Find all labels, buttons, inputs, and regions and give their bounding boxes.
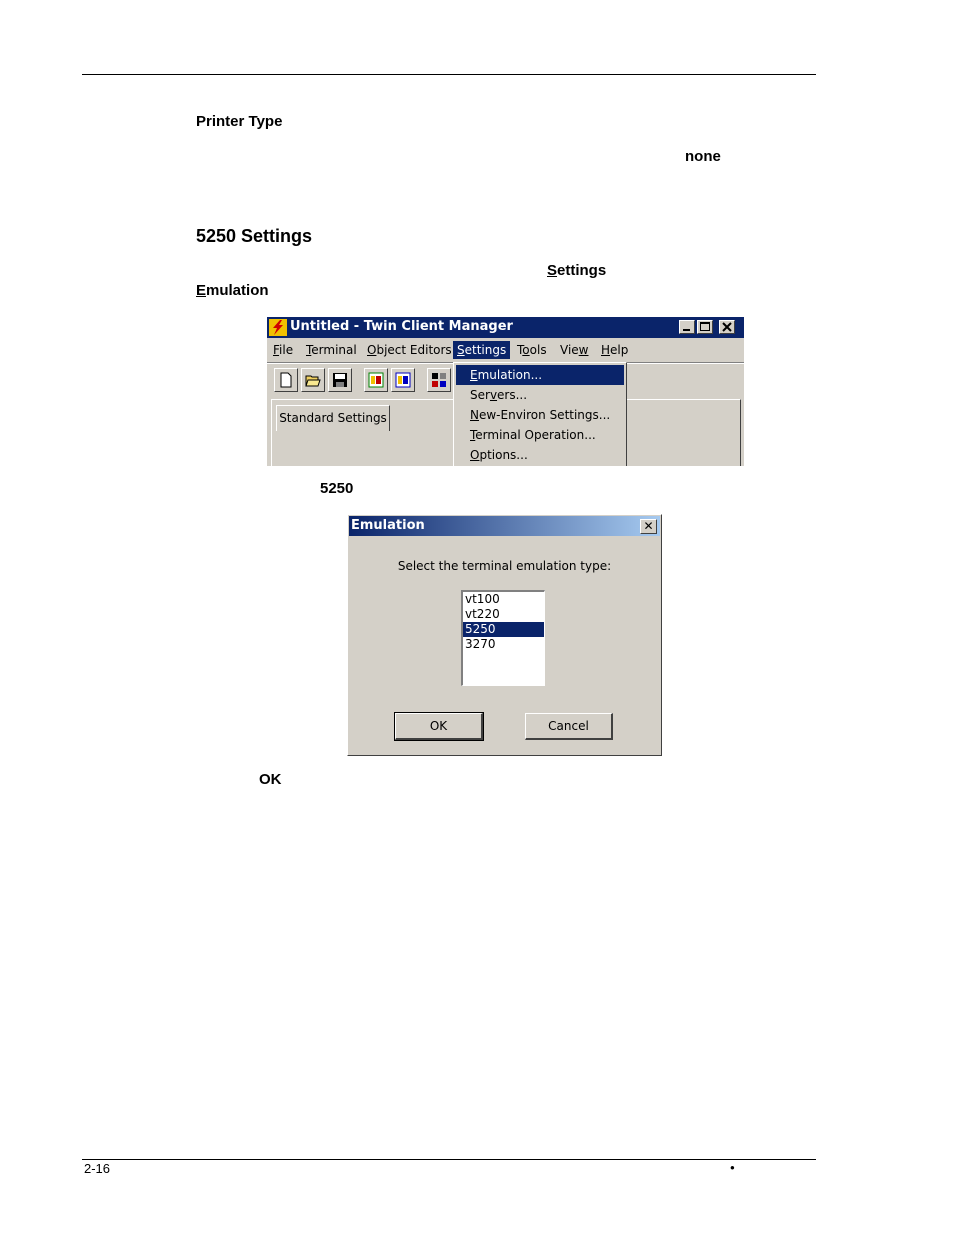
- emulation-dialog: [347, 514, 662, 756]
- menu-item-servers[interactable]: Servers...: [470, 388, 528, 402]
- toolbar-button-grid[interactable]: [427, 368, 451, 392]
- footer-bullet: •: [730, 1160, 735, 1175]
- menu-help[interactable]: Help: [601, 343, 629, 357]
- emulation-prompt: Select the terminal emulation type:: [397, 559, 612, 573]
- new-file-icon: [278, 372, 294, 388]
- save-disk-icon: [332, 372, 348, 388]
- object-editor-icon: [368, 372, 384, 388]
- menu-bar: [267, 339, 744, 361]
- close-icon: [720, 321, 734, 333]
- minimize-button[interactable]: [679, 320, 695, 334]
- menu-item-new-environ-settings[interactable]: New-Environ Settings...: [470, 408, 611, 422]
- list-item-vt220[interactable]: vt220: [465, 607, 500, 621]
- app-title-bar: [267, 317, 744, 338]
- close-button[interactable]: [719, 320, 735, 334]
- dialog-title: Emulation: [351, 518, 425, 533]
- section-heading-5250: 5250 Settings: [196, 226, 313, 246]
- tab-standard-settings[interactable]: Standard Settings: [276, 405, 390, 431]
- app-title: Untitled - Twin Client Manager: [290, 319, 513, 334]
- list-item-3270[interactable]: 3270: [465, 637, 496, 651]
- menu-item-terminal-operation[interactable]: Terminal Operation...: [470, 428, 596, 442]
- dialog-close-button[interactable]: [640, 519, 657, 534]
- page-number: 2-16: [84, 1161, 111, 1176]
- new-file-button[interactable]: [274, 368, 298, 392]
- none-value: none: [685, 148, 721, 165]
- maximize-icon: [698, 321, 712, 333]
- menu-terminal[interactable]: Terminal: [306, 343, 357, 357]
- lightning-icon: [269, 319, 287, 336]
- menu-item-options[interactable]: Options...: [470, 448, 528, 462]
- app-window-screenshot: [266, 316, 744, 466]
- save-button[interactable]: [328, 368, 352, 392]
- settings-dropdown-menu: [453, 362, 627, 466]
- menu-view[interactable]: View: [560, 343, 589, 357]
- menu-settings[interactable]: Settings: [453, 341, 510, 359]
- emulation-menu-reference: Emulation: [196, 282, 269, 299]
- ok-button[interactable]: OK: [395, 713, 483, 740]
- header-rule: [82, 74, 816, 75]
- menu-file[interactable]: File: [273, 343, 294, 357]
- close-icon: ✕: [643, 519, 654, 533]
- open-file-button[interactable]: [301, 368, 325, 392]
- menu-item-emulation[interactable]: Emulation...: [456, 365, 624, 385]
- footer-rule: [82, 1159, 816, 1160]
- emulation-type-listbox[interactable]: [461, 590, 545, 686]
- object-editor-button-1[interactable]: [364, 368, 388, 392]
- caption-5250: 5250: [320, 480, 354, 497]
- list-item-vt100[interactable]: vt100: [465, 592, 500, 606]
- dialog-title-bar: [349, 516, 660, 536]
- menu-tools[interactable]: Tools: [517, 343, 547, 357]
- list-item-5250[interactable]: 5250: [463, 622, 544, 637]
- grid-icon: [431, 372, 447, 388]
- settings-menu-reference: Settings: [547, 262, 607, 279]
- object-editor-icon: [395, 372, 411, 388]
- cancel-button[interactable]: Cancel: [525, 713, 613, 740]
- object-editor-button-2[interactable]: [391, 368, 415, 392]
- open-folder-icon: [305, 372, 321, 388]
- maximize-button[interactable]: [697, 320, 713, 334]
- caption-ok: OK: [259, 771, 282, 788]
- menu-object-editors[interactable]: Object Editors: [367, 343, 452, 357]
- printer-type-heading: Printer Type: [196, 113, 283, 130]
- minimize-icon: [680, 321, 694, 333]
